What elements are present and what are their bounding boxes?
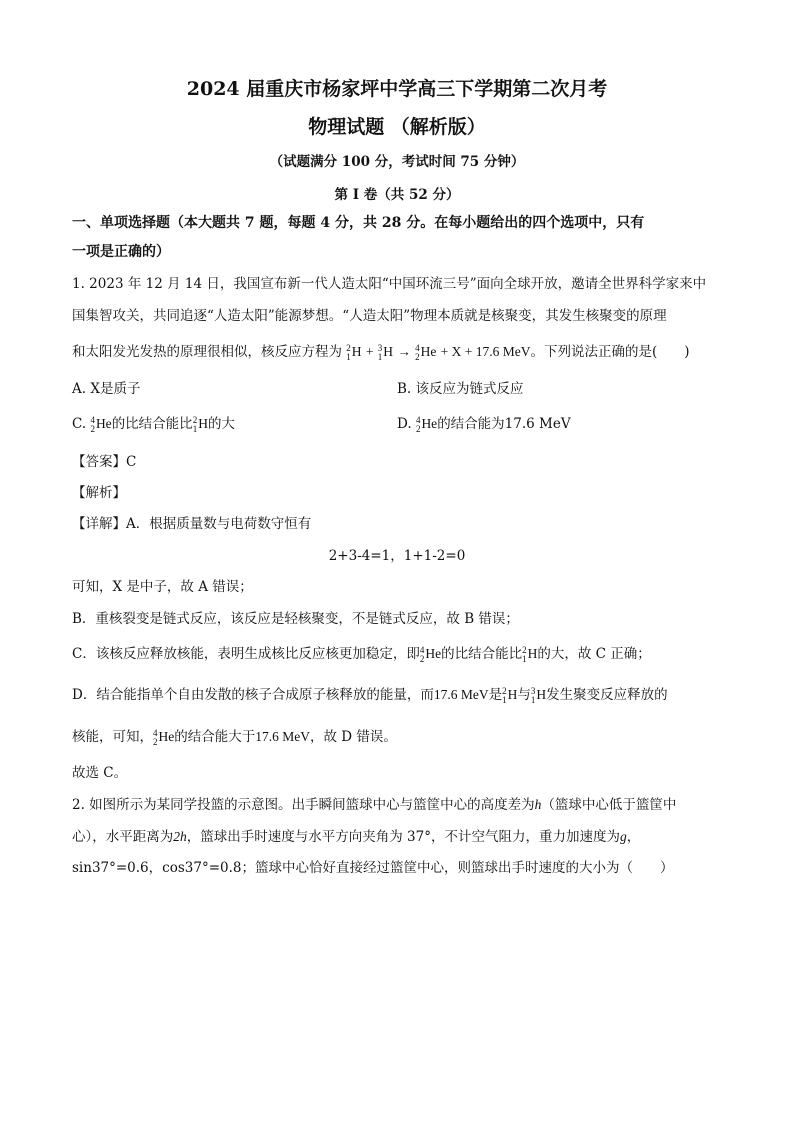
var-g: g: [619, 829, 627, 844]
q1-option-a: A. X是质子: [72, 381, 141, 397]
energy-value: 17.6 MeV: [255, 729, 310, 744]
d-explain-end: 发生聚变反应释放的: [546, 687, 668, 703]
option-c-text: 的比结合能比: [111, 416, 193, 432]
c-explain-end: 的大，故 C 正确；: [537, 646, 651, 662]
document-title-line2: 物理试题 （解析版）: [308, 116, 486, 138]
q2-line1-end: （篮球中心低于篮筐中: [541, 797, 677, 813]
q1-answer: 【答案】C: [72, 454, 137, 470]
c-explain-text: C．该核反应释放核能，表明生成核比反应核更加稳定，即: [72, 646, 420, 662]
nuclide-deuterium: 2 1 H: [502, 685, 518, 705]
q1-calc: 2+3-4=1，1+1-2=0: [328, 548, 466, 564]
q1-d-explain-2: [72, 727, 397, 747]
d-explain-text: D．结合能指单个自由发散的核子合成原子核释放的能量，而: [72, 687, 434, 703]
q1-stem-line3: [72, 342, 690, 362]
q2-stem-line2: [72, 827, 640, 847]
d-explain2-mid: 的结合能大于: [174, 729, 256, 745]
var-h: h: [534, 797, 542, 812]
q1-d-explain: [72, 685, 668, 705]
q1-b-explain: B．重核裂变是链式反应，该反应是轻核聚变，不是链式反应，故 B 错误；: [72, 611, 519, 627]
q2-stem-line1: [72, 795, 676, 815]
energy-value: 17.6 MeV: [433, 687, 489, 702]
nuclide-tritium: 3 1 H: [530, 685, 547, 705]
option-c-end: 的大: [207, 416, 235, 432]
document-title-line1: 2024 届重庆市杨家坪中学高三下学期第二次月考: [186, 78, 608, 100]
q1-choose: 故选 C。: [72, 765, 128, 781]
q1-stem-line2: 国集智攻关，共同追逐“人造太阳”能源梦想。“人造太阳”物理本质就是核聚变，其发生核聚变的原理: [72, 308, 667, 324]
nuclide-deuterium: 2 1 H: [522, 644, 538, 664]
q1-stem-line3-text: 和太阳发光发热的原理很相似，核反应方程为: [72, 344, 342, 360]
volume-heading: 第 I 卷（共 52 分）: [334, 187, 460, 203]
plus-sign: +: [365, 344, 374, 359]
d-explain2-end: ，故 D 错误。: [310, 729, 397, 745]
equation-rest: + X + 17.6 MeV: [440, 344, 531, 359]
q1-detail: 【详解】A．根据质量数与电荷数守恒有: [72, 516, 312, 532]
q1-option-c: [72, 414, 235, 434]
d-explain-and: 与: [517, 687, 531, 703]
nuclide-deuterium: 2 1 H: [346, 342, 362, 362]
q1-stem-line3-end: 。下列说法正确的是( ): [530, 344, 690, 360]
section-heading-line1: 一、单项选择题（本大题共 7 题，每题 4 分，共 28 分。在每小题给出的四个选项中，只有: [72, 215, 645, 231]
nuclide-helium: 4 2 He: [90, 414, 112, 434]
d-explain-mid: 是: [488, 687, 503, 703]
section-heading-line2: 一项是正确的）: [72, 244, 170, 260]
q2-line2-mid: ，篮球出手时速度与水平方向夹角为 37°，不计空气阻力，重力加速度为: [186, 829, 620, 845]
q2-stem-line3: sin37°=0.6，cos37°=0.8；篮球中心恰好直接经过篮筐中心，则篮球出手时速度的大小为（ ）: [72, 860, 674, 876]
option-c-label: C.: [72, 416, 87, 432]
q1-stem-line1: 1. 2023 年 12 月 14 日，我国宣布新一代人造太阳“中国环流三号”面向全球开放，邀请全世界科学家来中: [72, 276, 707, 292]
q1-option-d: [397, 414, 571, 434]
d-explain2-text: 核能，可知，: [72, 729, 153, 745]
q1-option-b: B. 该反应为链式反应: [397, 381, 524, 397]
q1-a-conclusion: 可知，X 是中子，故 A 错误；: [72, 579, 253, 595]
option-d-text: 的结合能为17.6 MeV: [437, 416, 571, 432]
option-d-label: D.: [397, 416, 412, 432]
q1-analysis: 【解析】: [72, 485, 126, 501]
nuclide-deuterium: 2 1 H: [192, 414, 208, 434]
c-explain-mid: 的比结合能比: [441, 646, 523, 662]
reaction-arrow: →: [397, 344, 411, 359]
nuclide-tritium: 3 1 H: [377, 342, 394, 362]
q1-c-explain: [72, 644, 651, 664]
exam-info: （试题满分 100 分，考试时间 75 分钟）: [269, 154, 525, 170]
q2-line2-text: 心），水平距离为: [72, 829, 174, 845]
q2-line1-text: 2. 如图所示为某同学投篮的示意图。出手瞬间篮球中心与篮筐中心的高度差为: [72, 797, 535, 813]
var-2h: 2h: [173, 829, 187, 844]
q2-line2-comma: ，: [626, 829, 641, 845]
nuclide-helium: 4 2 He: [415, 342, 437, 362]
nuclide-helium: 4 2 He: [419, 644, 442, 664]
nuclide-helium: 4 2 He: [153, 727, 175, 747]
nuclide-helium: 4 2 He: [415, 414, 438, 434]
